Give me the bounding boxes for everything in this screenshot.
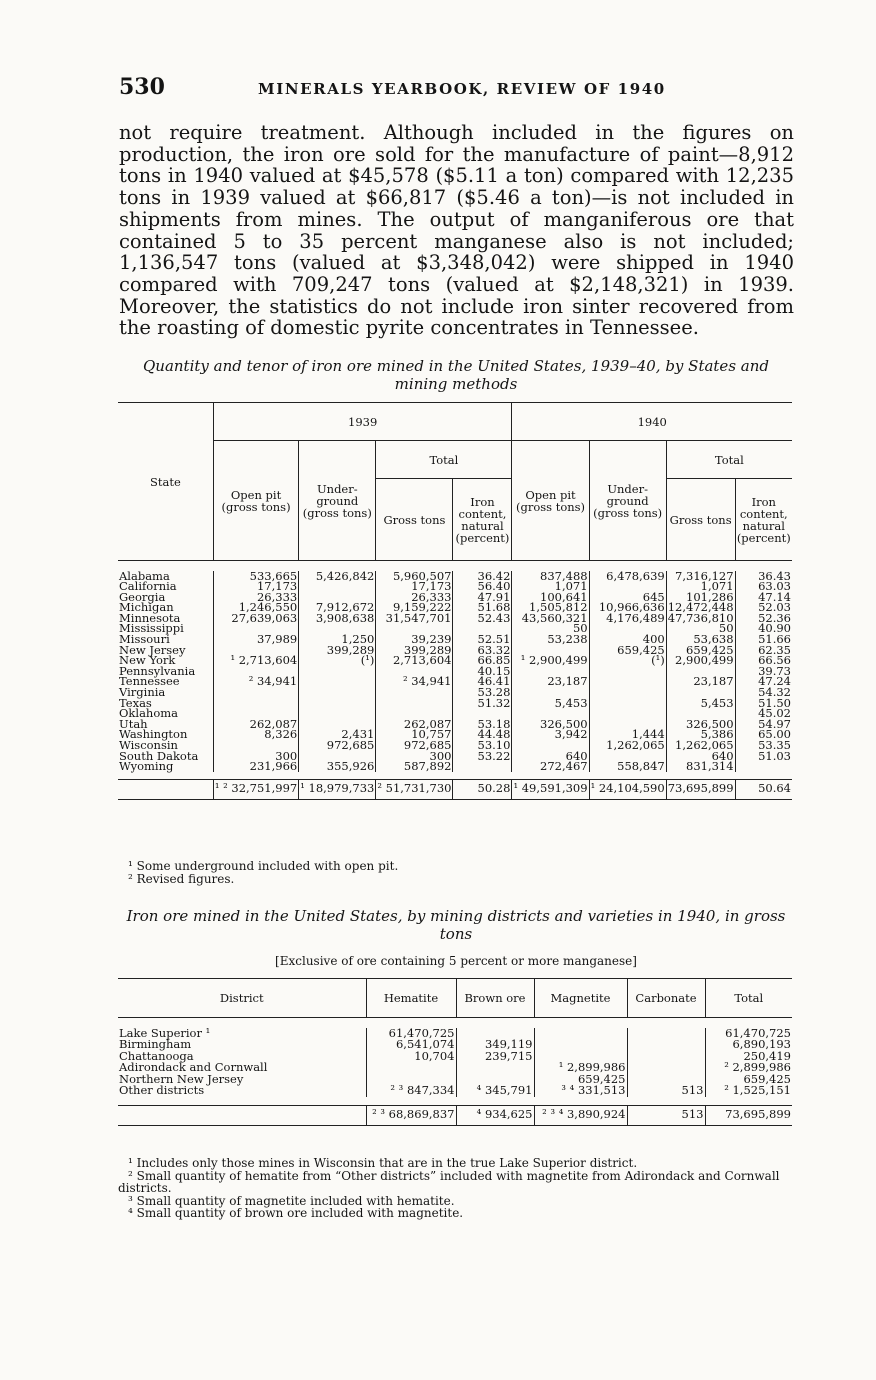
cell-value	[213, 698, 298, 709]
state-name: Alabama	[119, 568, 170, 583]
total-value: 50.64	[735, 780, 792, 800]
state-row	[118, 698, 792, 709]
cell-value: 4,176,489	[589, 613, 666, 624]
cell-value: 1,071	[512, 581, 589, 592]
cell-value: 231,966	[213, 761, 298, 772]
table1-body	[118, 561, 792, 780]
cell-value: 51.68	[453, 602, 512, 613]
cell-value: 53,238	[512, 634, 589, 645]
state-row	[118, 623, 792, 634]
cell-value	[534, 1039, 627, 1051]
cell-value: 272,467	[512, 761, 589, 772]
total-value: ¹ ² 32,751,997	[213, 780, 298, 800]
col-open-pit-1939: Open pit (gross tons)	[213, 441, 298, 561]
table1-total	[118, 780, 792, 800]
cell-value: 659,425	[534, 1074, 627, 1086]
col-state: State	[118, 403, 213, 561]
cell-value: ² 34,941	[213, 676, 298, 687]
cell-value: 23,187	[666, 676, 735, 687]
cell-value: 7,316,127	[666, 571, 735, 582]
cell-value: 262,087	[376, 719, 453, 730]
cell-value: 972,685	[376, 740, 453, 751]
cell-value: 66.56	[735, 655, 792, 666]
cell-value: 62.35	[735, 645, 792, 656]
table1-caption: Quantity and tenor of iron ore mined in the United States, 1939–40, by States and mining methods	[142, 357, 769, 393]
cell-value: (¹)	[299, 655, 376, 666]
cell-value: 53.35	[735, 740, 792, 751]
table2-subtitle: [Exclusive of ore containing 5 percent or more manganese]	[275, 954, 637, 968]
total-value: 73,695,899	[666, 780, 735, 800]
district-name: Chattanooga	[119, 1048, 194, 1063]
cell-value: 400	[589, 634, 666, 645]
table2	[118, 978, 792, 1126]
footnote: ¹ Includes only those mines in Wisconsin that are in the true Lake Superior district.	[128, 1156, 638, 1170]
cell-value: 300	[376, 751, 453, 762]
state-row	[118, 655, 792, 666]
cell-value: 659,425	[705, 1074, 792, 1086]
state-row	[118, 571, 792, 582]
cell-value: 31,547,701	[376, 613, 453, 624]
cell-value	[456, 1062, 534, 1074]
table2-caption: Iron ore mined in the United States, by mining districts and varieties in 1940, in gross tons	[126, 907, 786, 943]
state-name: South Dakota	[119, 748, 199, 763]
state-row	[118, 676, 792, 687]
cell-value: 239,715	[456, 1051, 534, 1063]
total-value: ² ³ 68,869,837	[366, 1105, 456, 1126]
cell-value	[299, 666, 376, 677]
col-year-1940: 1940	[512, 403, 792, 441]
cell-value	[589, 708, 666, 719]
cell-value: 39,239	[376, 634, 453, 645]
district-name: Lake Superior ¹	[119, 1025, 211, 1040]
cell-value: 52.03	[735, 602, 792, 613]
state-row	[118, 613, 792, 624]
col-carbonate: Carbonate	[627, 979, 705, 1018]
cell-value: 51.50	[735, 698, 792, 709]
state-name: Missouri	[119, 632, 170, 647]
total-value: ⁴ 934,625	[456, 1105, 534, 1126]
cell-value: 972,685	[299, 740, 376, 751]
cell-value	[299, 708, 376, 719]
cell-value: 533,665	[213, 571, 298, 582]
table2-footnotes	[118, 1157, 794, 1220]
cell-value: 27,639,063	[213, 613, 298, 624]
cell-value: 50	[512, 623, 589, 634]
cell-value: 355,926	[299, 761, 376, 772]
state-name: New Jersey	[119, 642, 186, 657]
cell-value: 1,444	[589, 729, 666, 740]
col-underground-1939: Under-ground (gross tons)	[299, 441, 376, 561]
table1-footnotes	[128, 860, 778, 885]
cell-value: 3,942	[512, 729, 589, 740]
cell-value: 46.41	[453, 676, 512, 687]
table1	[118, 402, 792, 800]
cell-value: 3,908,638	[299, 613, 376, 624]
state-name: Wisconsin	[119, 738, 178, 752]
cell-value: 659,425	[589, 645, 666, 656]
cell-value: ² 1,525,151	[705, 1085, 792, 1097]
cell-value	[627, 1062, 705, 1074]
cell-value: 1,071	[666, 581, 735, 592]
cell-value	[299, 698, 376, 709]
cell-value: 50	[666, 623, 735, 634]
intro-text: not require treatment. Although included in the figures on production, the iron ore sold for the manufacture of paint—8,912 tons in 1940 valued at $45,578 ($5.11 a ton) compared with 12,235 tons in 1939 valued at $66,817 ($5.46 a ton)—is not included in shipments from mines. The output of manganiferous ore that contained 5 to 35 percent manganese also is not included; 1,136,547 tons (valued at $3,348,042) were shipped in 1940 compared with 709,247 tons (valued at $2,148,321) in 1939. Moreover, the statistics do not include iron sinter recovered from the roasting of domestic pyrite concentrates in Tennessee.	[119, 121, 794, 340]
cell-value: ² 34,941	[376, 676, 453, 687]
total-value	[118, 1105, 366, 1126]
district-row	[118, 1085, 792, 1097]
cell-value	[366, 1062, 456, 1074]
col-year-1939: 1939	[213, 403, 512, 441]
col-brown-ore: Brown ore	[456, 979, 534, 1018]
col-iron-1939: Iron content, natural (percent)	[453, 479, 512, 561]
district-name: Adirondack and Cornwall	[119, 1060, 268, 1075]
cell-value	[299, 581, 376, 592]
cell-value: 12,472,448	[667, 600, 734, 615]
cell-value: 5,453	[512, 698, 589, 709]
cell-value: 1,262,065	[666, 740, 735, 751]
cell-value: 51.32	[453, 698, 512, 709]
total-value: ¹ 18,979,733	[299, 780, 376, 800]
cell-value: 262,087	[213, 719, 298, 730]
cell-value: 300	[213, 751, 298, 762]
cell-value: 39.73	[735, 666, 792, 677]
cell-value: 53.18	[453, 719, 512, 730]
state-name: Texas	[119, 695, 152, 710]
cell-value: 5,426,842	[299, 571, 376, 582]
col-total-1939: Total	[376, 441, 512, 479]
cell-value: 101,286	[666, 592, 735, 603]
cell-value: 45.02	[735, 708, 792, 719]
cell-value: 6,541,074	[366, 1039, 456, 1051]
cell-value: ⁴ 345,791	[456, 1085, 534, 1097]
state-name: Virginia	[119, 685, 166, 700]
cell-value: 44.48	[453, 729, 512, 740]
cell-value: 6,478,639	[589, 571, 666, 582]
cell-value	[376, 698, 453, 709]
cell-value	[299, 687, 376, 698]
cell-value: 326,500	[512, 719, 589, 730]
footnote: ² Revised figures.	[128, 871, 235, 886]
cell-value: 54.97	[735, 719, 792, 730]
cell-value: 63.03	[735, 581, 792, 592]
cell-value: 326,500	[666, 719, 735, 730]
col-total: Total	[705, 979, 792, 1018]
cell-value	[534, 1028, 627, 1040]
state-name: California	[119, 579, 177, 594]
cell-value: 17,173	[376, 581, 453, 592]
district-row	[118, 1039, 792, 1051]
cell-value: 56.40	[453, 581, 512, 592]
cell-value: 8,326	[213, 729, 298, 740]
cell-value	[627, 1051, 705, 1063]
cell-value: ² 2,899,986	[705, 1062, 792, 1074]
cell-value: 40.90	[735, 623, 792, 634]
col-underground-1940: Under-ground (gross tons)	[589, 441, 666, 561]
cell-value: 17,173	[213, 581, 298, 592]
footnote: ¹ Some underground included with open pit.	[128, 859, 399, 873]
cell-value: 52.43	[453, 613, 512, 624]
total-value	[118, 780, 213, 800]
cell-value	[735, 761, 792, 772]
cell-value: 837,488	[512, 571, 589, 582]
cell-value: 640	[666, 751, 735, 762]
cell-value	[627, 1039, 705, 1051]
cell-value	[589, 687, 666, 698]
cell-value: 37,989	[213, 634, 298, 645]
total-row	[118, 780, 792, 800]
col-total-1940: Total	[666, 441, 792, 479]
cell-value: 1,250	[299, 634, 376, 645]
cell-value: 9,159,222	[376, 602, 453, 613]
state-name: New York	[119, 653, 176, 668]
cell-value: 10,757	[376, 729, 453, 740]
cell-value: 399,289	[299, 645, 376, 656]
cell-value	[589, 666, 666, 677]
cell-value: 349,119	[456, 1039, 534, 1051]
cell-value: 645	[589, 592, 666, 603]
cell-value: ³ ⁴ 331,513	[534, 1085, 627, 1097]
cell-value: 10,966,636	[589, 602, 666, 613]
cell-value: 51.66	[735, 634, 792, 645]
state-row	[118, 687, 792, 698]
cell-value: 53.22	[453, 751, 512, 762]
cell-value	[453, 761, 512, 772]
footnote: ⁴ Small quantity of brown ore included with magnetite.	[128, 1206, 464, 1220]
state-name: Mississippi	[119, 621, 184, 636]
cell-value: 47.14	[735, 592, 792, 603]
cell-value: 47.91	[453, 592, 512, 603]
cell-value: 47,736,810	[667, 610, 734, 625]
state-name: Tennessee	[119, 674, 180, 689]
page-number: 530	[119, 74, 165, 100]
table2-body	[118, 1018, 792, 1106]
cell-value: 23,187	[512, 676, 589, 687]
state-name: Pennsylvania	[119, 663, 196, 678]
cell-value: ¹ 2,713,604	[213, 655, 298, 666]
cell-value: 52.36	[735, 613, 792, 624]
cell-value: 7,912,672	[299, 602, 376, 613]
cell-value: 53.10	[453, 740, 512, 751]
cell-value: 61,470,725	[366, 1028, 456, 1040]
table2-total	[118, 1105, 792, 1126]
state-name: Michigan	[119, 600, 174, 615]
col-gross-1940: Gross tons	[666, 479, 735, 561]
district-row	[118, 1028, 792, 1040]
cell-value: 250,419	[705, 1051, 792, 1063]
state-name: Minnesota	[119, 610, 181, 625]
cell-value	[589, 698, 666, 709]
cell-value	[376, 687, 453, 698]
cell-value: 558,847	[589, 761, 666, 772]
district-name: Other districts	[119, 1083, 205, 1098]
col-open-pit-1940: Open pit (gross tons)	[512, 441, 589, 561]
total-row	[118, 1105, 792, 1126]
total-value: 73,695,899	[705, 1105, 792, 1126]
state-name: Utah	[119, 716, 148, 731]
total-value: ² 51,731,730	[376, 780, 453, 800]
total-value: 513	[627, 1105, 705, 1126]
cell-value: 2,431	[299, 729, 376, 740]
footnote: ² Small quantity of hematite from “Other districts” included with magnetite from Adirondack and Cornwall districts.	[118, 1168, 780, 1195]
cell-value: 659,425	[666, 645, 735, 656]
cell-value: 640	[512, 751, 589, 762]
cell-value: ² ³ 847,334	[366, 1085, 456, 1097]
state-name: Wyoming	[119, 759, 174, 774]
state-name: Washington	[119, 727, 188, 742]
total-value: ¹ 49,591,309	[512, 780, 589, 800]
cell-value: 5,453	[666, 698, 735, 709]
cell-value: 53,638	[666, 634, 735, 645]
col-hematite: Hematite	[366, 979, 456, 1018]
cell-value: 5,960,507	[376, 571, 453, 582]
cell-value	[627, 1028, 705, 1040]
cell-value	[299, 676, 376, 687]
cell-value: 36.43	[735, 571, 792, 582]
cell-value: ¹ 2,900,499	[512, 655, 589, 666]
cell-value: 1,246,550	[213, 602, 298, 613]
state-row	[118, 666, 792, 677]
col-gross-1939: Gross tons	[376, 479, 453, 561]
cell-value: 47.24	[735, 676, 792, 687]
cell-value: 54.32	[735, 687, 792, 698]
cell-value: 36.42	[453, 571, 512, 582]
cell-value: 100,641	[512, 592, 589, 603]
cell-value: ¹ 2,899,986	[534, 1062, 627, 1074]
col-magnetite: Magnetite	[534, 979, 627, 1018]
cell-value: 1,262,065	[589, 740, 666, 751]
running-head: MINERALS YEARBOOK, REVIEW OF 1940	[258, 80, 666, 98]
total-value: ¹ 24,104,590	[589, 780, 666, 800]
cell-value: 53.28	[453, 687, 512, 698]
cell-value	[213, 687, 298, 698]
cell-value: 2,713,604	[376, 655, 453, 666]
col-iron-1940: Iron content, natural (percent)	[735, 479, 792, 561]
cell-value: 399,289	[376, 645, 453, 656]
cell-value: 51.03	[735, 751, 792, 762]
cell-value: 5,386	[666, 729, 735, 740]
state-row	[118, 740, 792, 751]
footnote: ³ Small quantity of magnetite included with hematite.	[128, 1193, 455, 1208]
cell-value: (¹)	[589, 655, 666, 666]
cell-value: 513	[627, 1085, 705, 1097]
cell-value: 43,560,321	[512, 613, 589, 624]
total-value: 50.28	[453, 780, 512, 800]
cell-value: 10,704	[366, 1051, 456, 1063]
cell-value	[589, 676, 666, 687]
district-name: Birmingham	[119, 1037, 192, 1052]
state-row	[118, 719, 792, 730]
cell-value: 1,505,812	[512, 602, 589, 613]
district-name: Northern New Jersey	[119, 1071, 244, 1086]
cell-value: 831,314	[666, 761, 735, 772]
cell-value: 2,900,499	[666, 655, 735, 666]
state-name: Georgia	[119, 589, 166, 604]
cell-value: 40.15	[453, 666, 512, 677]
cell-value: 52.51	[453, 634, 512, 645]
state-row	[118, 761, 792, 772]
cell-value: 6,890,193	[705, 1039, 792, 1051]
total-value: ² ³ ⁴ 3,890,924	[534, 1105, 627, 1126]
col-district: District	[118, 979, 366, 1018]
cell-value: 65.00	[735, 729, 792, 740]
cell-value: 63.32	[453, 645, 512, 656]
state-name: Oklahoma	[119, 706, 179, 721]
cell-value: 587,892	[376, 761, 453, 772]
cell-value: 61,470,725	[705, 1028, 792, 1040]
cell-value: 26,333	[213, 592, 298, 603]
cell-value: 66.85	[453, 655, 512, 666]
cell-value: 26,333	[376, 592, 453, 603]
intro-paragraph	[119, 122, 794, 339]
